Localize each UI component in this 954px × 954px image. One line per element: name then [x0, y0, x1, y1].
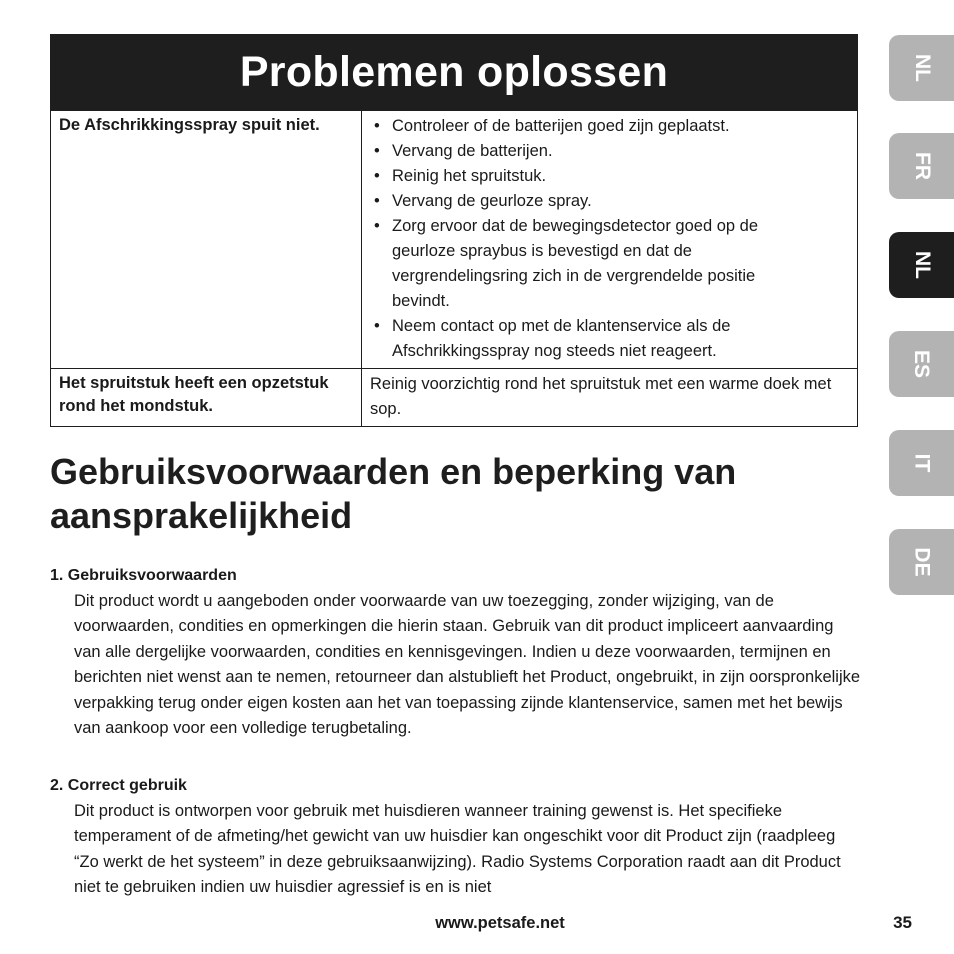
tab-label: NL: [910, 251, 934, 279]
section-text: Dit product is ontworpen voor gebruik met huisdieren wanneer training gewenst is. Het specifieke temperament of de afmeting/het gewicht van uw huisdier kan ongeschikt voor dit Product zijn (raadpleeg “Zo werkt de het systeem” in deze gebruiksaanwijzing). Radio Systems Corporation raadt aan dit Product niet te gebruiken indien uw huisdier agressief is en is niet: [74, 801, 841, 896]
table-row: [51, 111, 858, 369]
problem-cell: De Afschrikkingsspray spuit niet.: [51, 111, 362, 369]
section-title: Problemen oplossen: [239, 47, 669, 96]
tab-label: ES: [910, 349, 934, 379]
terms-section-2: [50, 773, 862, 901]
section-title-bar: [50, 34, 858, 110]
tab-label: NL: [910, 54, 934, 82]
table-row: [51, 369, 858, 427]
language-tab-es[interactable]: [889, 331, 954, 397]
terms-title: Gebruiksvoorwaarden en beperking van aansprakelijkheid: [50, 451, 737, 536]
solution-cell: [362, 111, 858, 369]
section-heading: 1. Gebruiksvoorwaarden: [50, 567, 237, 584]
solution-item: • Reinig het spruitstuk.: [370, 164, 849, 189]
footer-url: www.petsafe.net: [435, 914, 565, 932]
problem-cell: Het spruitstuk heeft een opzetstuk rond het mondstuk.: [51, 369, 362, 427]
troubleshooting-table: [50, 110, 858, 427]
terms-section-1: [50, 563, 862, 742]
language-tab-it[interactable]: [889, 430, 954, 496]
tab-label: FR: [910, 152, 934, 180]
tab-label: IT: [910, 453, 934, 473]
section-text: Dit product wordt u aangeboden onder voorwaarde van uw toezegging, zonder wijziging, van de voorwaarden, condities en opmerkingen die hierin staan. Gebruik van dit product impliceert aanvaarding van alle dergelijke voorwaarden, condities en kennisgevingen. Indien u deze voorwaarden, termijnen en berichten niet wenst aan te nemen, retourneer dan alstublieft het Product, ongebruikt, in zijn oorspronkelijke verpakking terug onder eigen kosten aan het van toepassing zijnde klantenservice, samen met het bewijs van aankoop voor een volledige terugbetaling.: [74, 591, 861, 737]
language-tab-fr[interactable]: [889, 133, 954, 199]
solution-item: • Controleer of de batterijen goed zijn geplaatst.: [370, 114, 849, 139]
solution-cell: Reinig voorzichtig rond het spruitstuk met een warme doek met sop.: [362, 369, 858, 427]
solution-list: [370, 114, 849, 364]
solution-item: • Zorg ervoor dat de bewegingsdetector goed op de geurloze spraybus is bevestigd en dat de vergrendelingsring zich in de vergrendelde positie bevindt.: [370, 214, 784, 314]
language-tab-nl[interactable]: [889, 35, 954, 101]
language-tab-nl-active[interactable]: [889, 232, 954, 298]
section-heading: 2. Correct gebruik: [50, 777, 187, 794]
solution-item: • Neem contact op met de klantenservice als de Afschrikkingsspray nog steeds niet reageert.: [370, 314, 849, 364]
language-tab-de[interactable]: [889, 529, 954, 595]
solution-item: • Vervang de batterijen.: [370, 139, 849, 164]
tab-label: DE: [910, 547, 934, 577]
page-number: 35: [893, 913, 912, 932]
solution-item: • Vervang de geurloze spray.: [370, 189, 849, 214]
